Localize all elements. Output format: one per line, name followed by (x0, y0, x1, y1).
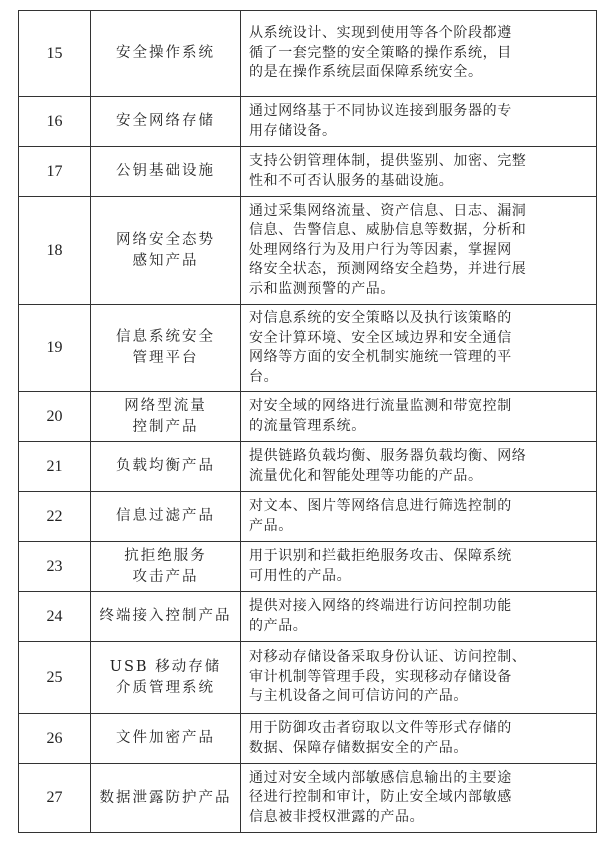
description-line: 产品。 (249, 517, 293, 534)
table-row (19, 11, 597, 97)
table-row (19, 492, 597, 542)
product-name-line: 安全网络存储 (116, 113, 215, 129)
description-line: 对安全域的网络进行流量监测和带宽控制 (249, 398, 512, 414)
table-body (19, 11, 597, 833)
table-row (19, 542, 597, 592)
description-line: 处理网络行为及用户行为等因素，掌握网 (249, 241, 512, 258)
product-description (241, 442, 597, 492)
description-line: 数据、保障存储数据安全的产品。 (249, 739, 468, 756)
description-line: 通过网络基于不同协议连接到服务器的专 (249, 103, 512, 119)
product-name-line: 信息过滤产品 (116, 508, 215, 524)
description-line: 用于识别和拦截拒绝服务攻击、保障系统 (249, 548, 512, 564)
table-row (19, 97, 597, 147)
description-line: 通过对安全域内部敏感信息输出的主要途 (249, 769, 512, 786)
product-name-line: 网络安全态势 (116, 231, 215, 248)
row-number: 24 (19, 592, 91, 642)
product-name (91, 542, 241, 592)
product-name (91, 305, 241, 392)
product-name (91, 97, 241, 147)
description-line: 网络等方面的安全机制实施统一管理的平 (249, 349, 512, 365)
table-row (19, 764, 597, 833)
row-number: 20 (19, 392, 91, 442)
table-row (19, 305, 597, 392)
description-line: 与主机设备之间可信访问的产品。 (249, 688, 468, 705)
row-number: 17 (19, 147, 91, 197)
row-number: 26 (19, 714, 91, 764)
product-name-line: 管理平台 (132, 350, 199, 366)
row-number: 15 (19, 11, 91, 97)
product-name (91, 492, 241, 542)
product-name-line: 介质管理系统 (116, 679, 215, 696)
description-line: 性和不可否认服务的基础设施。 (249, 172, 454, 189)
product-name (91, 147, 241, 197)
product-name-line: 数据泄露防护产品 (99, 789, 232, 806)
description-line: 的是在操作系统层面保障系统安全。 (249, 64, 483, 81)
product-name-line: 负载均衡产品 (116, 458, 215, 474)
product-name (91, 442, 241, 492)
description-line: 支持公钥管理体制，提供鉴别、加密、完整 (249, 153, 527, 169)
product-table (18, 10, 597, 833)
table-row (19, 197, 597, 305)
product-name (91, 642, 241, 714)
product-name (91, 764, 241, 833)
description-line: 的流量管理系统。 (249, 417, 366, 434)
description-line: 对文本、图片等网络信息进行筛选控制的 (249, 498, 512, 514)
product-name-line: 终端接入控制产品 (99, 608, 232, 624)
product-name-line: 信息系统安全 (116, 329, 215, 345)
description-line: 流量优化和智能处理等功能的产品。 (249, 467, 483, 484)
description-line: 安全计算环境、安全区域边界和安全通信 (249, 329, 512, 346)
row-number: 22 (19, 492, 91, 542)
product-name-line: USB 移动存储 (109, 658, 222, 675)
table-row (19, 642, 597, 714)
product-description (241, 197, 597, 305)
description-line: 可用性的产品。 (249, 567, 352, 584)
table-row (19, 442, 597, 492)
description-line: 径进行控制和审计，防止安全域内部敏感 (249, 789, 512, 806)
description-line: 络安全状态，预测网络安全趋势，并进行展 (249, 261, 527, 278)
row-number: 18 (19, 197, 91, 305)
product-description (241, 97, 597, 147)
description-line: 提供链路负载均衡、服务器负载均衡、网络 (249, 448, 527, 464)
product-name-line: 攻击产品 (132, 568, 199, 585)
product-description (241, 11, 597, 97)
row-number: 25 (19, 642, 91, 714)
product-name-line: 文件加密产品 (116, 730, 215, 746)
description-line: 台。 (249, 368, 279, 385)
product-name-line: 安全操作系统 (116, 45, 215, 61)
product-name-line: 抗拒绝服务 (124, 547, 207, 564)
product-name (91, 592, 241, 642)
product-name-line: 网络型流量 (124, 397, 207, 414)
product-name-line: 公钥基础设施 (116, 163, 215, 179)
product-name (91, 11, 241, 97)
product-description (241, 305, 597, 392)
table-row (19, 592, 597, 642)
product-description (241, 592, 597, 642)
description-line: 对信息系统的安全策略以及执行该策略的 (249, 310, 512, 326)
description-line: 通过采集网络流量、资产信息、日志、漏洞 (249, 202, 527, 219)
table-row (19, 392, 597, 442)
table-row (19, 714, 597, 764)
product-description (241, 714, 597, 764)
table-row (19, 147, 597, 197)
description-line: 示和监测预警的产品。 (249, 280, 395, 297)
description-line: 的产品。 (249, 617, 308, 634)
product-description (241, 542, 597, 592)
product-description (241, 642, 597, 714)
product-name-line: 控制产品 (132, 418, 199, 435)
description-line: 用存储设备。 (249, 122, 337, 139)
row-number: 23 (19, 542, 91, 592)
row-number: 16 (19, 97, 91, 147)
product-description (241, 147, 597, 197)
product-description (241, 392, 597, 442)
description-line: 对移动存储设备采取身份认证、访问控制、 (249, 649, 527, 666)
product-name (91, 392, 241, 442)
description-line: 循了一套完整的安全策略的操作系统，目 (249, 44, 512, 61)
row-number: 21 (19, 442, 91, 492)
row-number: 27 (19, 764, 91, 833)
product-description (241, 764, 597, 833)
description-line: 用于防御攻击者窃取以文件等形式存储的 (249, 720, 512, 736)
product-description (241, 492, 597, 542)
description-line: 从系统设计、实现到使用等各个阶段都遵 (249, 25, 512, 42)
row-number: 19 (19, 305, 91, 392)
description-line: 提供对接入网络的终端进行访问控制功能 (249, 598, 512, 614)
description-line: 信息被非授权泄露的产品。 (249, 808, 425, 825)
description-line: 审计机制等管理手段，实现移动存储设备 (249, 668, 512, 685)
description-line: 信息、告警信息、威胁信息等数据，分析和 (249, 222, 527, 239)
product-name (91, 197, 241, 305)
product-name-line: 感知产品 (132, 252, 199, 269)
product-name (91, 714, 241, 764)
